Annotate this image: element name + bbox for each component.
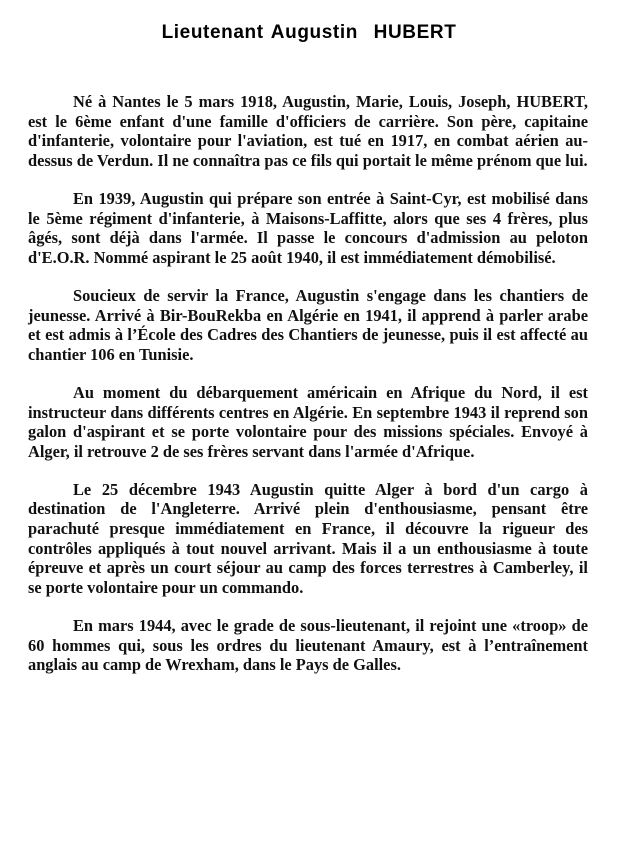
document-title: Lieutenant Augustin HUBERT [161,22,457,43]
paragraph-birth: Né à Nantes le 5 mars 1918, Augustin, Marie, Louis, Joseph, HUBERT, est le 6ème enfant d'une famille d'officiers de carrière. Son père, capitaine d'infanterie, volontaire pour l'aviation, est tué en 1917, en combat aérien au-dessus de Verdun. Il ne connaîtra pas ce fils qui portait le même prénom que lui. [28,92,588,170]
paragraph-wrexham: En mars 1944, avec le grade de sous-lieutenant, il rejoint une «troop» de 60 hommes qui, sous les ordres du lieutenant Amaury, est à l’entraînement anglais au camp de Wrexham, dans le Pays de Galles. [28,616,588,675]
document-body [28,92,588,693]
paragraph-chantiers-jeunesse: Soucieux de servir la France, Augustin s'engage dans les chantiers de jeunesse. Arrivé à Bir-BouRekba en Algérie en 1941, il apprend à parler arabe et est admis à l’École des Cadres des Chantiers de jeunesse, puis il est affecté au chantier 106 en Tunisie. [28,285,588,364]
paragraph-afrique-du-nord: Au moment du débarquement américain en Afrique du Nord, il est instructeur dans différents centres en Algérie. En septembre 1943 il reprend son galon d'aspirant et se porte volontaire pour des missions spéciales. Envoyé à Alger, il retrouve 2 de ses frères servant dans l'armée d'Afrique. [28,382,588,461]
paragraph-mobilisation-1939: En 1939, Augustin qui prépare son entrée à Saint-Cyr, est mobilisé dans le 5ème régiment d'infanterie, à Maisons-Laffitte, alors que ses 4 frères, plus âgés, sont déjà dans l'armée. Il passe le concours d'admission au peloton d'E.O.R. Nommé aspirant le 25 août 1940, il est immédiatement démobilisé. [28,188,588,267]
paragraph-angleterre: Le 25 décembre 1943 Augustin quitte Alger à bord d'un cargo à destination de l'Angleterre. Arrivé plein d'enthousiasme, pensant être parachuté presque immédiatement en France, il découvre la rigueur des contrôles appliqués à tout nouvel arrivant. Mais il a un enthousiasme à toute épreuve et après un court séjour au camp des forces terrestres à Camberley, il se porte volontaire pour un commando. [28,479,588,597]
